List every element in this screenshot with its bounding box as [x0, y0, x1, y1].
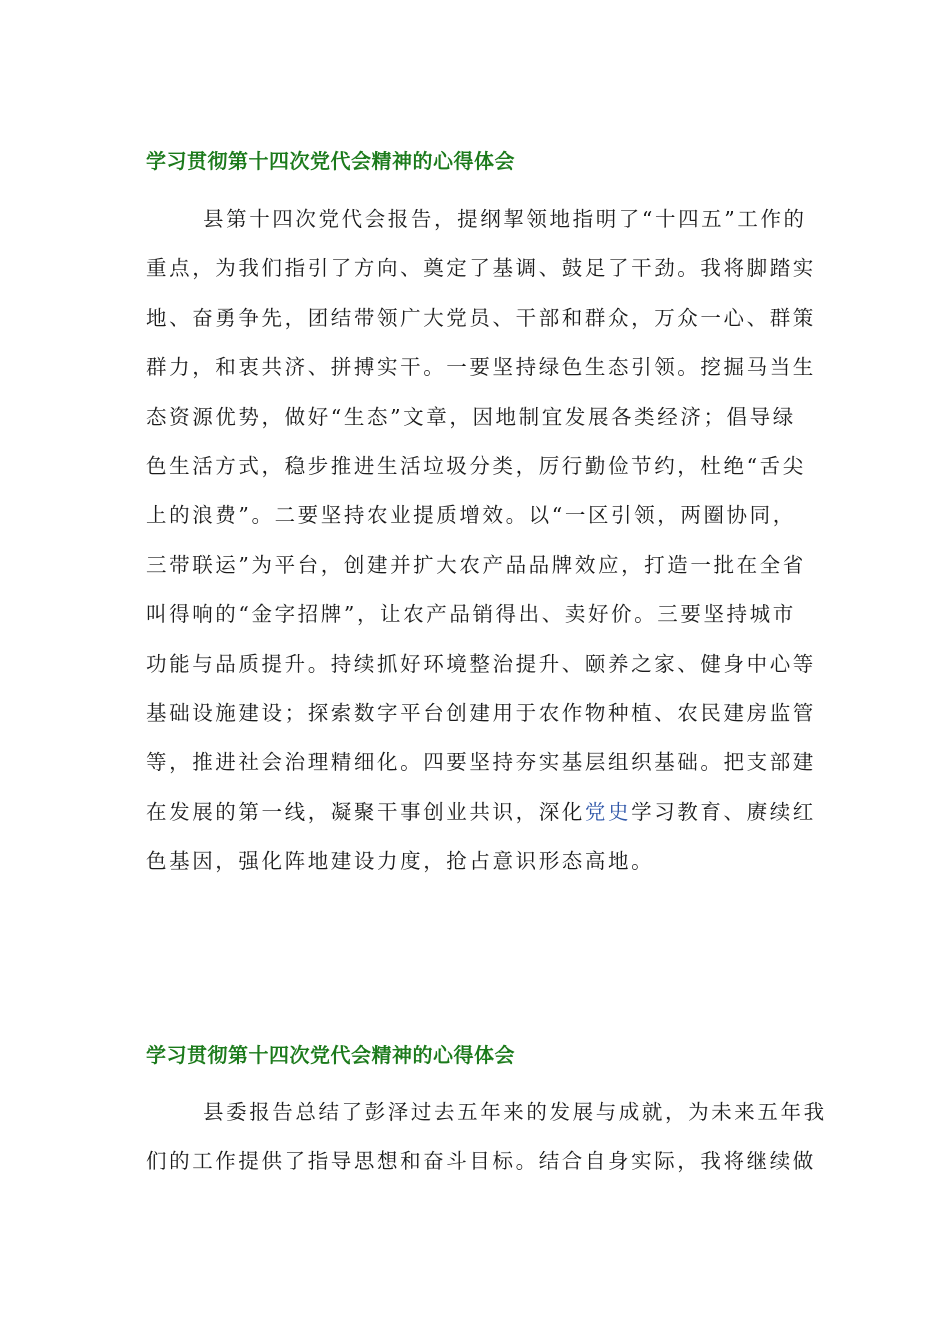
article-1-line-1: 县第十四次党代会报告，提纲挈领地指明了“十四五”工作的	[203, 207, 807, 231]
article-1-body	[146, 195, 816, 886]
article-1-line-14: 色基因，强化阵地建设力度，抢占意识形态高地。	[146, 849, 655, 874]
article-2-body	[146, 1088, 827, 1187]
article-1-line-7: 上的浪费”。二要坚持农业提质增效。以“一区引领，两圈协同，	[146, 503, 796, 528]
article-1-line-6: 色生活方式，稳步推进生活垃圾分类，厉行勤俭节约，杜绝“舌尖	[146, 453, 806, 478]
article-1-title: 学习贯彻第十四次党代会精神的心得体会	[146, 149, 515, 173]
article-1-line-13: 在发展的第一线，凝聚干事创业共识，深化党史学习教育、赓续红	[146, 799, 816, 824]
article-1-line-8: 三带联运”为平台，创建并扩大农产品品牌效应，打造一批在全省	[146, 552, 806, 577]
party-history-link[interactable]: 党史	[584, 799, 632, 824]
article-1-line-4: 群力，和衷共济、拼搏实干。一要坚持绿色生态引领。挖掘马当生	[146, 355, 816, 380]
article-1-line-3: 地、奋勇争先，团结带领广大党员、干部和群众，万众一心、群策	[146, 305, 816, 330]
article-2-title: 学习贯彻第十四次党代会精神的心得体会	[146, 1043, 515, 1067]
article-1-line-10: 功能与品质提升。持续抓好环境整治提升、颐养之家、健身中心等	[146, 651, 816, 676]
article-1-line-12: 等，推进社会治理精细化。四要坚持夯实基层组织基础。把支部建	[146, 750, 816, 775]
article-1-line-9: 叫得响的“金字招牌”，让农产品销得出、卖好价。三要坚持城市	[146, 602, 796, 627]
article-1-line-2: 重点，为我们指引了方向、奠定了基调、鼓足了干劲。我将脚踏实	[146, 256, 816, 281]
article-2-line-2: 们的工作提供了指导思想和奋斗目标。结合自身实际，我将继续做	[146, 1149, 816, 1174]
article-2-line-1: 县委报告总结了彭泽过去五年来的发展与成就，为未来五年我	[203, 1100, 827, 1124]
article-1-line-5: 态资源优势，做好“生态”文章，因地制宜发展各类经济；倡导绿	[146, 404, 796, 429]
article-1-line-11: 基础设施建设；探索数字平台创建用于农作物种植、农民建房监管	[146, 700, 816, 725]
